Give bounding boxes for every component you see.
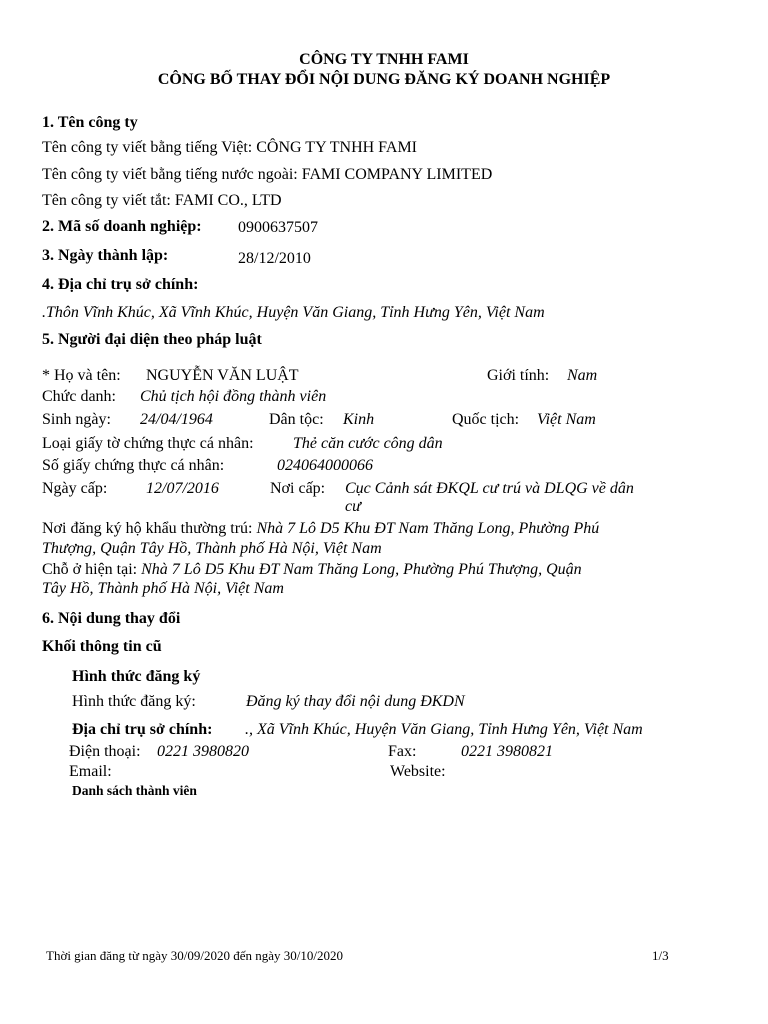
website-label: Website: [390,763,446,780]
name-vn-label: Tên công ty viết bằng tiếng Việt: [42,139,253,156]
name-vn-value: CÔNG TY TNHH FAMI [256,139,417,156]
section-6-heading: 6. Nội dung thay đổi [42,610,181,627]
old-address-value: ., Xã Vĩnh Khúc, Huyện Văn Giang, Tỉnh Hưng Yên, Việt Nam [245,721,643,738]
fax-value: 0221 3980821 [461,743,553,760]
rep-permanent-address-row [42,520,599,538]
name-short-value: FAMI CO., LTD [174,192,282,209]
document-title: CÔNG BỐ THAY ĐỔI NỘI DUNG ĐĂNG KÝ DOANH NGHIỆP [157,71,611,88]
old-address-label: Địa chỉ trụ sở chính: [72,721,213,738]
enterprise-code-value: 0900637507 [238,219,318,236]
name-foreign-value: FAMI COMPANY LIMITED [301,166,493,183]
rep-dob-value: 24/04/1964 [140,411,213,428]
old-info-block-heading: Khối thông tin cũ [42,638,162,655]
email-label: Email: [69,763,112,780]
rep-nationality-value: Việt Nam [537,411,596,428]
rep-ethnic-label: Dân tộc: [269,411,324,428]
registration-type-heading: Hình thức đăng ký [72,668,201,685]
rep-idtype-label: Loại giấy tờ chứng thực cá nhân: [42,435,254,452]
rep-permanent-address-label: Nơi đăng ký hộ khẩu thường trú: [42,520,253,537]
rep-permanent-address-value-line2: Thượng, Quận Tây Hồ, Thành phố Hà Nội, Việt Nam [42,540,382,557]
member-list-heading: Danh sách thành viên [72,783,197,798]
name-short-row [42,192,282,210]
rep-ethnic-value: Kinh [343,411,375,428]
phone-value: 0221 3980820 [157,743,249,760]
name-foreign-label: Tên công ty viết bằng tiếng nước ngoài: [42,166,298,183]
rep-issue-date-value: 12/07/2016 [146,480,219,497]
rep-dob-label: Sinh ngày: [42,411,111,428]
rep-title-value: Chủ tịch hội đồng thành viên [140,388,327,405]
rep-idtype-value: Thẻ căn cước công dân [293,435,443,452]
founding-date-value: 28/12/2010 [238,250,311,267]
section-2-heading: 2. Mã số doanh nghiệp: [42,218,202,235]
rep-current-address-value-line1: Nhà 7 Lô D5 Khu ĐT Nam Thăng Long, Phường Phú Thượng, Quận [141,561,582,578]
name-vn-row [42,139,417,157]
rep-name-label: * Họ và tên: [42,367,121,384]
section-3-heading: 3. Ngày thành lập: [42,247,169,264]
rep-issue-date-label: Ngày cấp: [42,480,108,497]
rep-gender-label: Giới tính: [487,367,550,384]
rep-current-address-value-line2: Tây Hồ, Thành phố Hà Nội, Việt Nam [42,580,284,597]
rep-idnum-label: Số giấy chứng thực cá nhân: [42,457,225,474]
rep-issue-place-label: Nơi cấp: [270,480,326,497]
rep-title-label: Chức danh: [42,388,116,405]
name-short-label: Tên công ty viết tắt: [42,192,171,209]
rep-issue-place-value-line1: Cục Cảnh sát ĐKQL cư trú và DLQG về dân [345,480,634,497]
publication-period: Thời gian đăng từ ngày 30/09/2020 đến ngày 30/10/2020 [46,948,343,963]
section-5-heading: 5. Người đại diện theo pháp luật [42,331,262,348]
phone-label: Điện thoại: [69,743,141,760]
head-office-address: .Thôn Vĩnh Khúc, Xã Vĩnh Khúc, Huyện Văn Giang, Tỉnh Hưng Yên, Việt Nam [42,304,545,321]
rep-current-address-row [42,561,582,579]
rep-gender-value: Nam [567,367,598,384]
rep-issue-place-value-line2: cư [345,498,361,515]
rep-permanent-address-value-line1: Nhà 7 Lô D5 Khu ĐT Nam Thăng Long, Phường Phú [256,520,600,537]
company-header: CÔNG TY TNHH FAMI [299,51,469,68]
rep-name-value: NGUYỄN VĂN LUẬT [146,367,299,384]
registration-type-label: Hình thức đăng ký: [72,693,196,710]
rep-nationality-label: Quốc tịch: [452,411,520,428]
registration-type-value: Đăng ký thay đổi nội dung ĐKDN [246,693,465,710]
name-foreign-row [42,166,492,184]
page-number: 1/3 [652,948,669,963]
fax-label: Fax: [388,743,417,760]
rep-idnum-value: 024064000066 [277,457,373,474]
section-1-heading: 1. Tên công ty [42,114,138,131]
section-4-heading: 4. Địa chỉ trụ sở chính: [42,276,199,293]
rep-current-address-label: Chỗ ở hiện tại: [42,561,138,578]
